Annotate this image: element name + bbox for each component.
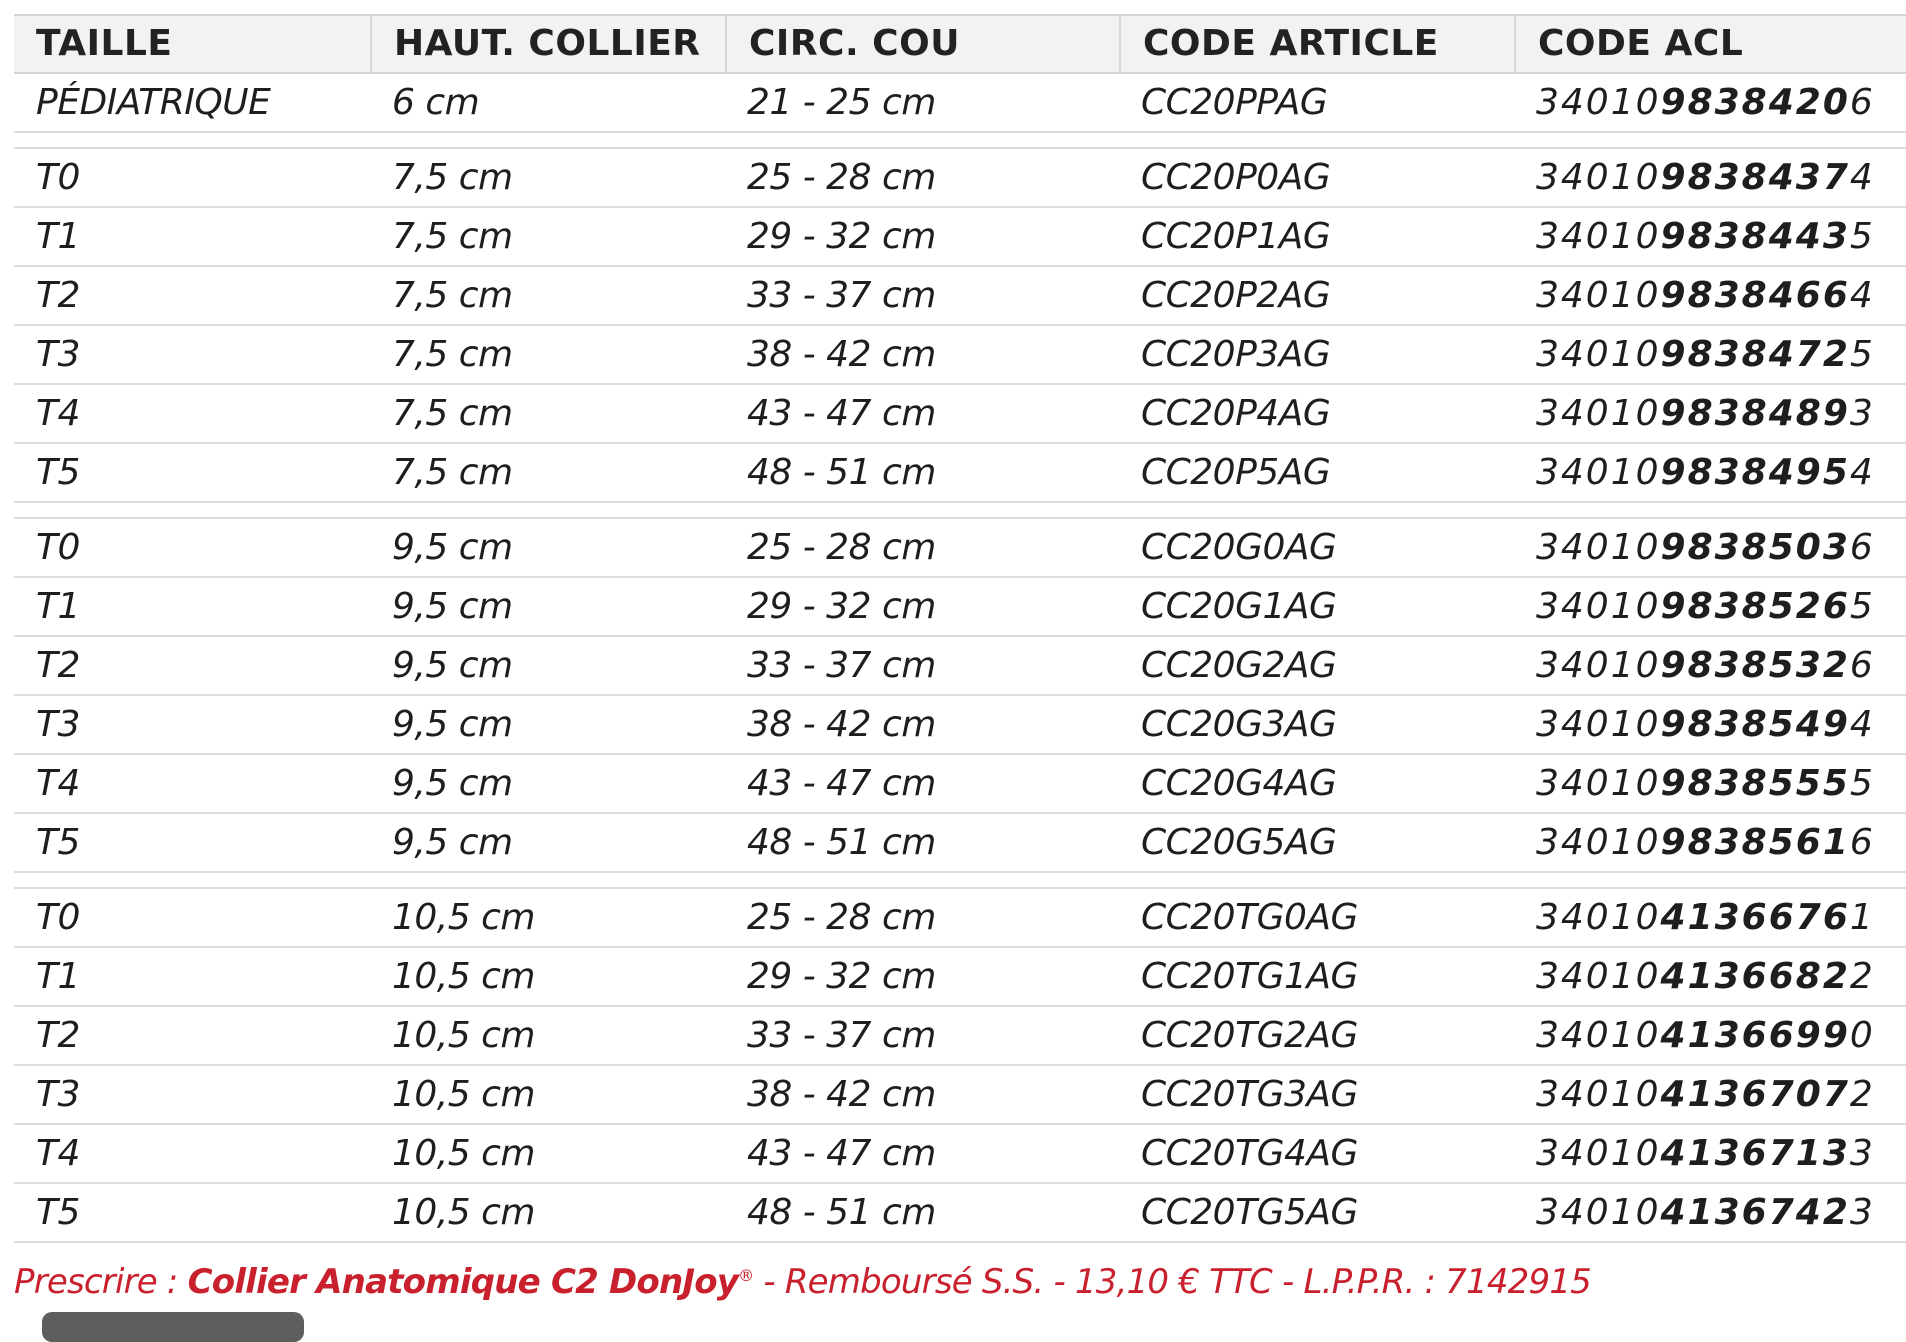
cell-taille: T3 xyxy=(36,1074,80,1115)
acl-suffix: 0 xyxy=(1849,1015,1875,1056)
cell-code-acl xyxy=(1514,1184,1906,1241)
product-name: Collier Anatomique C2 DonJoy xyxy=(187,1262,739,1302)
acl-prefix: 34010 xyxy=(1536,1015,1661,1056)
acl-suffix: 2 xyxy=(1849,956,1875,997)
cell-code-article: CC20G5AG xyxy=(1141,822,1337,863)
table-row xyxy=(14,519,1906,578)
cell-code-acl xyxy=(1514,208,1906,265)
acl-bold-part: 9838437 xyxy=(1660,157,1850,198)
cell-code-article: CC20P3AG xyxy=(1141,334,1331,375)
table-row xyxy=(14,149,1906,208)
cell-code-acl xyxy=(1514,149,1906,206)
cell-haut-collier: 10,5 cm xyxy=(392,1133,535,1174)
cell-taille: T1 xyxy=(36,216,80,257)
acl-prefix: 34010 xyxy=(1536,216,1661,257)
table-body xyxy=(14,74,1906,1243)
reimbursement-info: - Remboursé S.S. - 13,10 € TTC - L.P.P.R. : 7142915 xyxy=(753,1262,1591,1302)
cell-haut-collier: 7,5 cm xyxy=(392,275,513,316)
cell-circ-cou: 48 - 51 cm xyxy=(747,452,936,493)
cell-code-acl xyxy=(1514,1066,1906,1123)
header-haut-collier: HAUT. COLLIER xyxy=(370,16,725,72)
cell-taille: T5 xyxy=(36,822,80,863)
cell-haut-collier: 9,5 cm xyxy=(392,645,513,686)
header-code-article: CODE ARTICLE xyxy=(1119,16,1514,72)
cell-circ-cou: 29 - 32 cm xyxy=(747,586,936,627)
cell-taille: T3 xyxy=(36,704,80,745)
acl-suffix: 6 xyxy=(1849,527,1875,568)
header-circ-cou: CIRC. COU xyxy=(725,16,1119,72)
acl-suffix: 6 xyxy=(1849,645,1875,686)
cell-haut-collier: 9,5 cm xyxy=(392,527,513,568)
acl-prefix: 34010 xyxy=(1536,527,1661,568)
cell-circ-cou: 33 - 37 cm xyxy=(747,275,936,316)
cell-code-article: CC20G0AG xyxy=(1141,527,1337,568)
cell-code-acl xyxy=(1514,696,1906,753)
cell-haut-collier: 10,5 cm xyxy=(392,956,535,997)
acl-prefix: 34010 xyxy=(1536,956,1661,997)
cell-haut-collier: 7,5 cm xyxy=(392,334,513,375)
acl-bold-part: 9838489 xyxy=(1660,393,1850,434)
cell-code-acl xyxy=(1514,74,1906,131)
cell-code-article: CC20G1AG xyxy=(1141,586,1337,627)
cell-haut-collier: 10,5 cm xyxy=(392,897,535,938)
cell-code-acl xyxy=(1514,326,1906,383)
acl-bold-part: 9838526 xyxy=(1660,586,1850,627)
cell-taille: T1 xyxy=(36,586,80,627)
acl-prefix: 34010 xyxy=(1536,157,1661,198)
acl-prefix: 34010 xyxy=(1536,763,1661,804)
group-separator xyxy=(14,873,1906,889)
cell-code-article: CC20G4AG xyxy=(1141,763,1337,804)
cell-haut-collier: 6 cm xyxy=(392,82,480,123)
cell-taille: PÉDIATRIQUE xyxy=(36,82,271,123)
cell-code-acl xyxy=(1514,444,1906,501)
cell-haut-collier: 7,5 cm xyxy=(392,393,513,434)
cell-code-acl xyxy=(1514,755,1906,812)
acl-bold-part: 9838555 xyxy=(1660,763,1850,804)
acl-suffix: 6 xyxy=(1849,822,1875,863)
cell-code-article: CC20P2AG xyxy=(1141,275,1331,316)
acl-suffix: 4 xyxy=(1849,275,1875,316)
cell-code-article: CC20TG2AG xyxy=(1141,1015,1358,1056)
cell-code-acl xyxy=(1514,1125,1906,1182)
cell-code-acl xyxy=(1514,1007,1906,1064)
acl-bold-part: 4136676 xyxy=(1660,897,1850,938)
table-row xyxy=(14,889,1906,948)
acl-prefix: 34010 xyxy=(1536,897,1661,938)
cell-code-acl xyxy=(1514,578,1906,635)
acl-prefix: 34010 xyxy=(1536,334,1661,375)
acl-bold-part: 9838466 xyxy=(1660,275,1850,316)
table-row xyxy=(14,578,1906,637)
cut-off-button[interactable] xyxy=(42,1312,304,1342)
cell-circ-cou: 38 - 42 cm xyxy=(747,334,936,375)
cell-haut-collier: 9,5 cm xyxy=(392,704,513,745)
cell-haut-collier: 9,5 cm xyxy=(392,763,513,804)
acl-prefix: 34010 xyxy=(1536,822,1661,863)
table-row xyxy=(14,444,1906,503)
cell-taille: T5 xyxy=(36,452,80,493)
acl-bold-part: 9838420 xyxy=(1660,82,1850,123)
prescription-prefix: Prescrire : xyxy=(14,1262,188,1302)
acl-suffix: 3 xyxy=(1849,1192,1875,1233)
cell-code-acl xyxy=(1514,385,1906,442)
acl-bold-part: 9838532 xyxy=(1660,645,1850,686)
cell-taille: T0 xyxy=(36,527,80,568)
cell-code-article: CC20TG1AG xyxy=(1141,956,1358,997)
acl-suffix: 4 xyxy=(1849,452,1875,493)
cell-taille: T1 xyxy=(36,956,80,997)
acl-prefix: 34010 xyxy=(1536,393,1661,434)
cell-circ-cou: 25 - 28 cm xyxy=(747,157,936,198)
cell-taille: T2 xyxy=(36,275,80,316)
acl-suffix: 3 xyxy=(1849,393,1875,434)
acl-suffix: 6 xyxy=(1849,82,1875,123)
cell-code-acl xyxy=(1514,889,1906,946)
acl-prefix: 34010 xyxy=(1536,82,1661,123)
cell-code-article: CC20TG5AG xyxy=(1141,1192,1358,1233)
cell-taille: T4 xyxy=(36,393,80,434)
acl-suffix: 3 xyxy=(1849,1133,1875,1174)
table-row xyxy=(14,637,1906,696)
table-row xyxy=(14,267,1906,326)
cell-circ-cou: 48 - 51 cm xyxy=(747,1192,936,1233)
header-code-acl: CODE ACL xyxy=(1514,16,1906,72)
acl-bold-part: 4136682 xyxy=(1660,956,1850,997)
cell-taille: T4 xyxy=(36,763,80,804)
cell-taille: T0 xyxy=(36,897,80,938)
table-row xyxy=(14,1184,1906,1243)
cell-code-acl xyxy=(1514,637,1906,694)
table-row xyxy=(14,696,1906,755)
cell-code-acl xyxy=(1514,519,1906,576)
acl-bold-part: 4136699 xyxy=(1660,1015,1850,1056)
table-row xyxy=(14,948,1906,1007)
cell-circ-cou: 29 - 32 cm xyxy=(747,216,936,257)
cell-circ-cou: 43 - 47 cm xyxy=(747,1133,936,1174)
cell-haut-collier: 9,5 cm xyxy=(392,822,513,863)
table-row xyxy=(14,208,1906,267)
acl-bold-part: 9838561 xyxy=(1660,822,1850,863)
cell-haut-collier: 9,5 cm xyxy=(392,586,513,627)
acl-bold-part: 9838549 xyxy=(1660,704,1850,745)
cell-circ-cou: 25 - 28 cm xyxy=(747,527,936,568)
acl-prefix: 34010 xyxy=(1536,586,1661,627)
acl-bold-part: 9838443 xyxy=(1660,216,1850,257)
cell-taille: T5 xyxy=(36,1192,80,1233)
table-row xyxy=(14,326,1906,385)
acl-suffix: 5 xyxy=(1849,334,1875,375)
cell-code-article: CC20P4AG xyxy=(1141,393,1331,434)
cell-haut-collier: 10,5 cm xyxy=(392,1192,535,1233)
group-separator xyxy=(14,133,1906,149)
cell-circ-cou: 38 - 42 cm xyxy=(747,704,936,745)
cell-taille: T0 xyxy=(36,157,80,198)
table-row xyxy=(14,755,1906,814)
cell-code-article: CC20G2AG xyxy=(1141,645,1337,686)
header-taille: TAILLE xyxy=(36,23,173,64)
cell-haut-collier: 7,5 cm xyxy=(392,216,513,257)
cell-taille: T3 xyxy=(36,334,80,375)
cell-haut-collier: 7,5 cm xyxy=(392,452,513,493)
acl-bold-part: 9838503 xyxy=(1660,527,1850,568)
acl-suffix: 5 xyxy=(1849,586,1875,627)
table-row xyxy=(14,385,1906,444)
acl-bold-part: 9838472 xyxy=(1660,334,1850,375)
cell-circ-cou: 33 - 37 cm xyxy=(747,1015,936,1056)
cell-circ-cou: 33 - 37 cm xyxy=(747,645,936,686)
cell-code-article: CC20TG3AG xyxy=(1141,1074,1358,1115)
cell-haut-collier: 10,5 cm xyxy=(392,1074,535,1115)
cell-code-article: CC20P1AG xyxy=(1141,216,1331,257)
acl-prefix: 34010 xyxy=(1536,1074,1661,1115)
acl-suffix: 4 xyxy=(1849,704,1875,745)
cell-code-acl xyxy=(1514,814,1906,871)
cell-circ-cou: 25 - 28 cm xyxy=(747,897,936,938)
acl-bold-part: 9838495 xyxy=(1660,452,1850,493)
cell-taille: T2 xyxy=(36,1015,80,1056)
cell-code-article: CC20G3AG xyxy=(1141,704,1337,745)
product-size-table xyxy=(14,14,1906,1243)
cell-code-article: CC20TG4AG xyxy=(1141,1133,1358,1174)
acl-prefix: 34010 xyxy=(1536,1192,1661,1233)
cell-circ-cou: 21 - 25 cm xyxy=(747,82,936,123)
acl-suffix: 5 xyxy=(1849,216,1875,257)
cell-code-article: CC20TG0AG xyxy=(1141,897,1358,938)
acl-prefix: 34010 xyxy=(1536,645,1661,686)
group-separator xyxy=(14,503,1906,519)
cell-haut-collier: 10,5 cm xyxy=(392,1015,535,1056)
acl-bold-part: 4136742 xyxy=(1660,1192,1850,1233)
table-row xyxy=(14,1125,1906,1184)
cell-code-article: CC20P0AG xyxy=(1141,157,1331,198)
cell-circ-cou: 43 - 47 cm xyxy=(747,393,936,434)
table-row xyxy=(14,1007,1906,1066)
cell-circ-cou: 29 - 32 cm xyxy=(747,956,936,997)
acl-prefix: 34010 xyxy=(1536,452,1661,493)
cell-circ-cou: 48 - 51 cm xyxy=(747,822,936,863)
cell-taille: T4 xyxy=(36,1133,80,1174)
table-row xyxy=(14,74,1906,133)
acl-prefix: 34010 xyxy=(1536,275,1661,316)
registered-mark: ® xyxy=(738,1266,754,1285)
cell-code-article: CC20PPAG xyxy=(1141,82,1328,123)
acl-suffix: 2 xyxy=(1849,1074,1875,1115)
cell-code-acl xyxy=(1514,267,1906,324)
cell-code-acl xyxy=(1514,948,1906,1005)
cell-circ-cou: 38 - 42 cm xyxy=(747,1074,936,1115)
cell-circ-cou: 43 - 47 cm xyxy=(747,763,936,804)
acl-prefix: 34010 xyxy=(1536,704,1661,745)
cell-taille: T2 xyxy=(36,645,80,686)
cell-code-article: CC20P5AG xyxy=(1141,452,1331,493)
acl-bold-part: 4136713 xyxy=(1660,1133,1850,1174)
acl-suffix: 1 xyxy=(1849,897,1875,938)
table-row xyxy=(14,1066,1906,1125)
acl-suffix: 4 xyxy=(1849,157,1875,198)
acl-suffix: 5 xyxy=(1849,763,1875,804)
acl-prefix: 34010 xyxy=(1536,1133,1661,1174)
table-header-row xyxy=(14,14,1906,74)
cell-haut-collier: 7,5 cm xyxy=(392,157,513,198)
acl-bold-part: 4136707 xyxy=(1660,1074,1850,1115)
table-row xyxy=(14,814,1906,873)
prescription-note xyxy=(14,1262,1591,1302)
